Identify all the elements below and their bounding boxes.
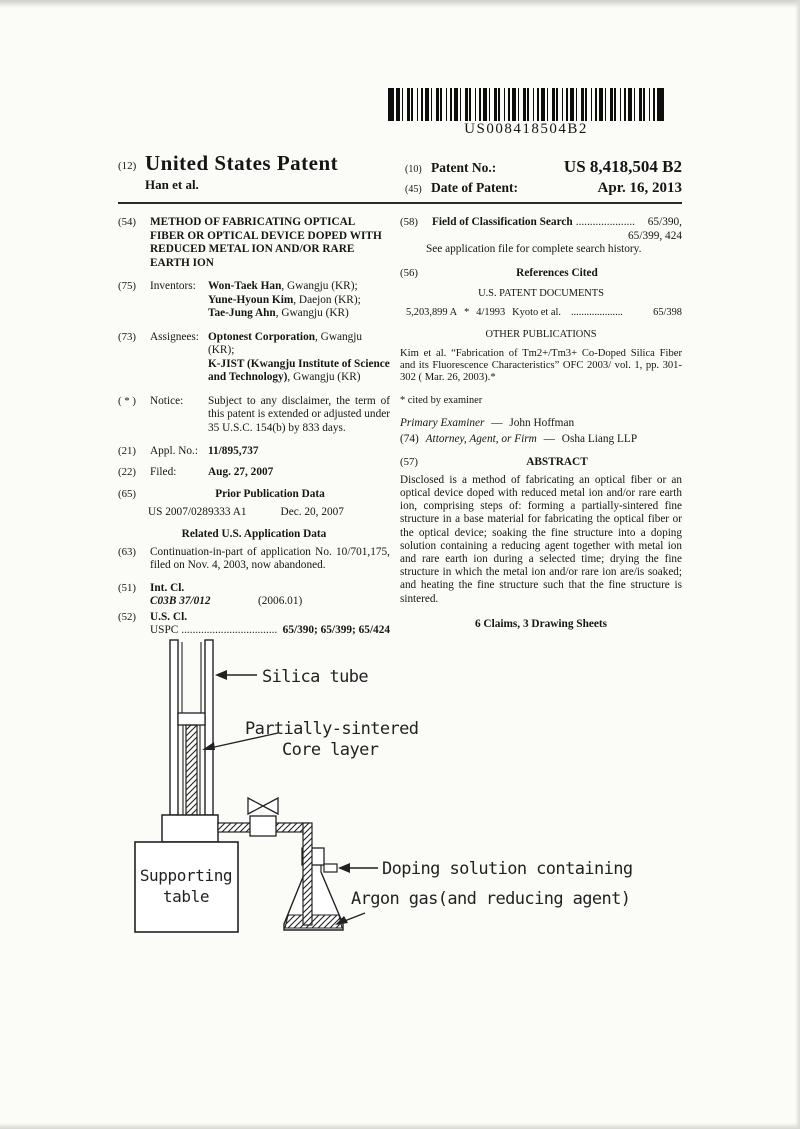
assignees-label: Assignees: [150, 330, 199, 343]
field-51-number: (51) [118, 581, 136, 594]
prior-publication-heading: Prior Publication Data [215, 488, 325, 500]
field-54-number: (54) [118, 216, 136, 228]
continuation-text: Continuation-in-part of application No. 10/701,175, filed on Nov. 4, 2003, now abandoned. [150, 545, 390, 571]
search-history-note: See application file for complete search history. [426, 243, 642, 255]
inventors-label: Inventors: [150, 280, 196, 292]
prior-publication-date: Dec. 20, 2007 [280, 505, 344, 518]
filed-label: Filed: [150, 465, 177, 478]
cited-patent-number: 5,203,899 A [406, 306, 458, 318]
field-65-number: (65) [118, 488, 136, 500]
supporting-table-label-line1: Supporting [139, 866, 233, 885]
intcl-class: C03B 37/012 [150, 595, 211, 607]
attorney-firm-name: Osha Liang LLP [561, 432, 638, 445]
inventor-name: Tae-Jung Ahn [208, 307, 276, 319]
assignee-location: , Gwangju (KR); [208, 330, 363, 356]
primary-examiner-label: Primary Examiner [400, 417, 485, 430]
classification-value-1: 65/390, [647, 216, 682, 228]
uscl-label: U.S. Cl. [150, 610, 188, 623]
intcl-label: Int. Cl. [150, 581, 185, 594]
doping-solution-label-line1: Doping solution containing [382, 859, 633, 879]
uspc-label: USPC [150, 624, 179, 636]
intcl-year: (2006.01) [258, 595, 303, 607]
field-58-number: (58) [400, 216, 418, 228]
header-right [405, 157, 682, 200]
classification-line-1 [432, 216, 682, 230]
doping-solution-label-line2: Argon gas(and reducing agent) [351, 889, 631, 909]
assignee-name: K-JIST (Kwangju Institute of Science and Technology) [208, 357, 390, 383]
references-cited-heading: References Cited [516, 266, 598, 279]
field-74-number: (74) [400, 432, 419, 445]
notice-text: Subject to any disclaimer, the term of this patent is extended or adjusted under 35 U.S.C. 154(b) by 833 days. [208, 394, 390, 434]
field-56-references [400, 267, 682, 281]
notice-label: Notice: [150, 394, 184, 407]
examiner-dash: — [491, 417, 503, 430]
patent-no-field-number: (10) [405, 164, 422, 175]
core-plug-shape [178, 713, 205, 725]
valve-shape [248, 798, 278, 836]
field-21-appl-no [118, 445, 390, 459]
left-column [118, 216, 390, 638]
assignee-location: , Gwangju (KR) [287, 371, 361, 383]
field-63-continuation [118, 546, 390, 573]
field-22-number: (22) [118, 465, 136, 478]
assignee-entry [208, 358, 390, 385]
scan-edge-bottom [0, 1123, 800, 1129]
us-patent-document-row [406, 306, 682, 320]
other-publications-heading: OTHER PUBLICATIONS [485, 329, 597, 340]
field-52-uscl [118, 611, 390, 625]
prior-publication-line [148, 506, 390, 520]
pedestal-shape [162, 815, 218, 842]
abstract-heading: ABSTRACT [526, 456, 588, 469]
classification-value-2: 65/399, 424 [628, 229, 682, 242]
cited-patent-name: Kyoto et al. [512, 306, 561, 318]
patent-no-value: US 8,418,504 B2 [563, 157, 682, 176]
cited-patent-star: * [464, 306, 470, 318]
primary-examiner-line [400, 417, 682, 431]
invention-title: METHOD OF FABRICATING OPTICAL FIBER OR OPTICAL DEVICE DOPED WITH REDUCED METAL ION AND/OR RARE EARTH ION [150, 216, 382, 269]
cited-by-examiner-note: * cited by examiner [400, 394, 483, 406]
claims-line: 6 Claims, 3 Drawing Sheets [474, 617, 608, 630]
notice-field [118, 395, 390, 436]
patent-drawing [120, 628, 680, 958]
field-75-number: (75) [118, 280, 136, 292]
field-65-prior-pub [118, 488, 390, 502]
inventor-name: Yune-Hyoun Kim [208, 293, 294, 306]
filed-value: Aug. 27, 2007 [208, 465, 274, 478]
prior-publication-doc: US 2007/0289333 A1 [148, 505, 247, 518]
field-73-number: (73) [118, 330, 136, 343]
patent-no-label: Patent No.: [431, 160, 497, 175]
scan-edge-right [795, 0, 800, 1129]
date-field-number: (45) [405, 184, 422, 195]
field-75-inventors [118, 280, 390, 321]
doping-solution-shape [285, 915, 342, 928]
date-of-patent-value: Apr. 16, 2013 [597, 180, 682, 196]
field-54-title [118, 216, 390, 270]
inventor-entry [208, 307, 390, 321]
attorney-line [400, 433, 682, 447]
us-patent-documents-heading: U.S. PATENT DOCUMENTS [478, 288, 604, 299]
cited-patent-class: 65/398 [653, 306, 682, 318]
intcl-class-line [150, 595, 390, 609]
field-73-assignees [118, 331, 390, 385]
field-51-intcl [118, 582, 390, 596]
abstract-text: Disclosed is a method of fabricating an optical fiber or an optical device doped with reduced metal ion and/or rare earth ion, comprising steps of: forming a partially-sintered fine structure in a base material for fabricating the optical fiber or the optical device; soaking the fine structure into a doping solution containing a reducing agent together with metal ion and rare earth ion during a selected time; drying the fine structure in which the metal ion and/or rare ion are/is soaked; and heating the fine structure such that the fine structure is sintered. [400, 473, 682, 605]
inventor-entry [208, 294, 390, 308]
header-divider [118, 202, 682, 204]
uspc-leader-dots: .................................. [181, 624, 278, 636]
uspc-value: 65/390; 65/399; 65/424 [282, 624, 390, 636]
core-layer-label-line1: Partially-sintered [245, 719, 419, 739]
notice-star: ( * ) [118, 394, 136, 407]
date-of-patent-label: Date of Patent: [431, 180, 518, 195]
first-named-inventor: Han et al. [145, 177, 199, 192]
related-data-heading: Related U.S. Application Data [181, 528, 327, 540]
dip-tube-shape [303, 823, 312, 925]
kind-code-number: (12) [118, 160, 137, 172]
appl-no-value: 11/895,737 [208, 445, 259, 457]
inventor-location: , Gwangju (KR) [275, 307, 349, 319]
core-layer-label-line2: Core layer [282, 740, 379, 760]
attorney-label: Attorney, Agent, or Firm [425, 432, 537, 445]
field-22-filed [118, 466, 390, 480]
attorney-dash: — [543, 432, 555, 445]
header-left [118, 151, 338, 193]
inventor-name: Won-Taek Han [208, 280, 282, 292]
field-63-number: (63) [118, 545, 136, 558]
core-layer-shape [186, 725, 197, 815]
scan-edge-top [0, 0, 800, 8]
field-58-classification [400, 216, 682, 243]
silica-tube-label: Silica tube [262, 667, 368, 687]
inventor-location: , Gwangju (KR); [281, 280, 358, 292]
barcode-number: US008418504B2 [464, 121, 588, 137]
field-52-number: (52) [118, 610, 136, 623]
primary-examiner-name: John Hoffman [509, 417, 575, 430]
appl-no-label: Appl. No.: [150, 445, 199, 457]
document-title: United States Patent [145, 151, 339, 175]
cited-patent-leader-dots: .................... [570, 306, 623, 318]
assignee-name: Optonest Corporation [208, 330, 316, 343]
barcode [388, 88, 664, 121]
classification-label: Field of Classification Search [432, 216, 573, 228]
field-21-number: (21) [118, 445, 136, 457]
cited-patent-date: 4/1993 [476, 306, 506, 318]
inventor-entry [208, 280, 390, 294]
field-57-number: (57) [400, 456, 418, 469]
other-publication-citation: Kim et al. “Fabrication of Tm2+/Tm3+ Co-Doped Silica Fiber and its Fluorescence Characteristics” OFC 2003/ vol. 1, pp. 301-302 ( Mar. 26, 2003).* [400, 347, 682, 384]
right-column [400, 216, 682, 631]
classification-leader-dots: ..................... [575, 216, 635, 228]
field-57-abstract [400, 456, 682, 470]
field-56-number: (56) [400, 266, 418, 279]
assignee-entry [208, 331, 390, 358]
supporting-table-label-line2: table [162, 887, 210, 906]
inventor-location: , Daejon (KR); [293, 293, 361, 306]
flask-shape [284, 848, 343, 930]
